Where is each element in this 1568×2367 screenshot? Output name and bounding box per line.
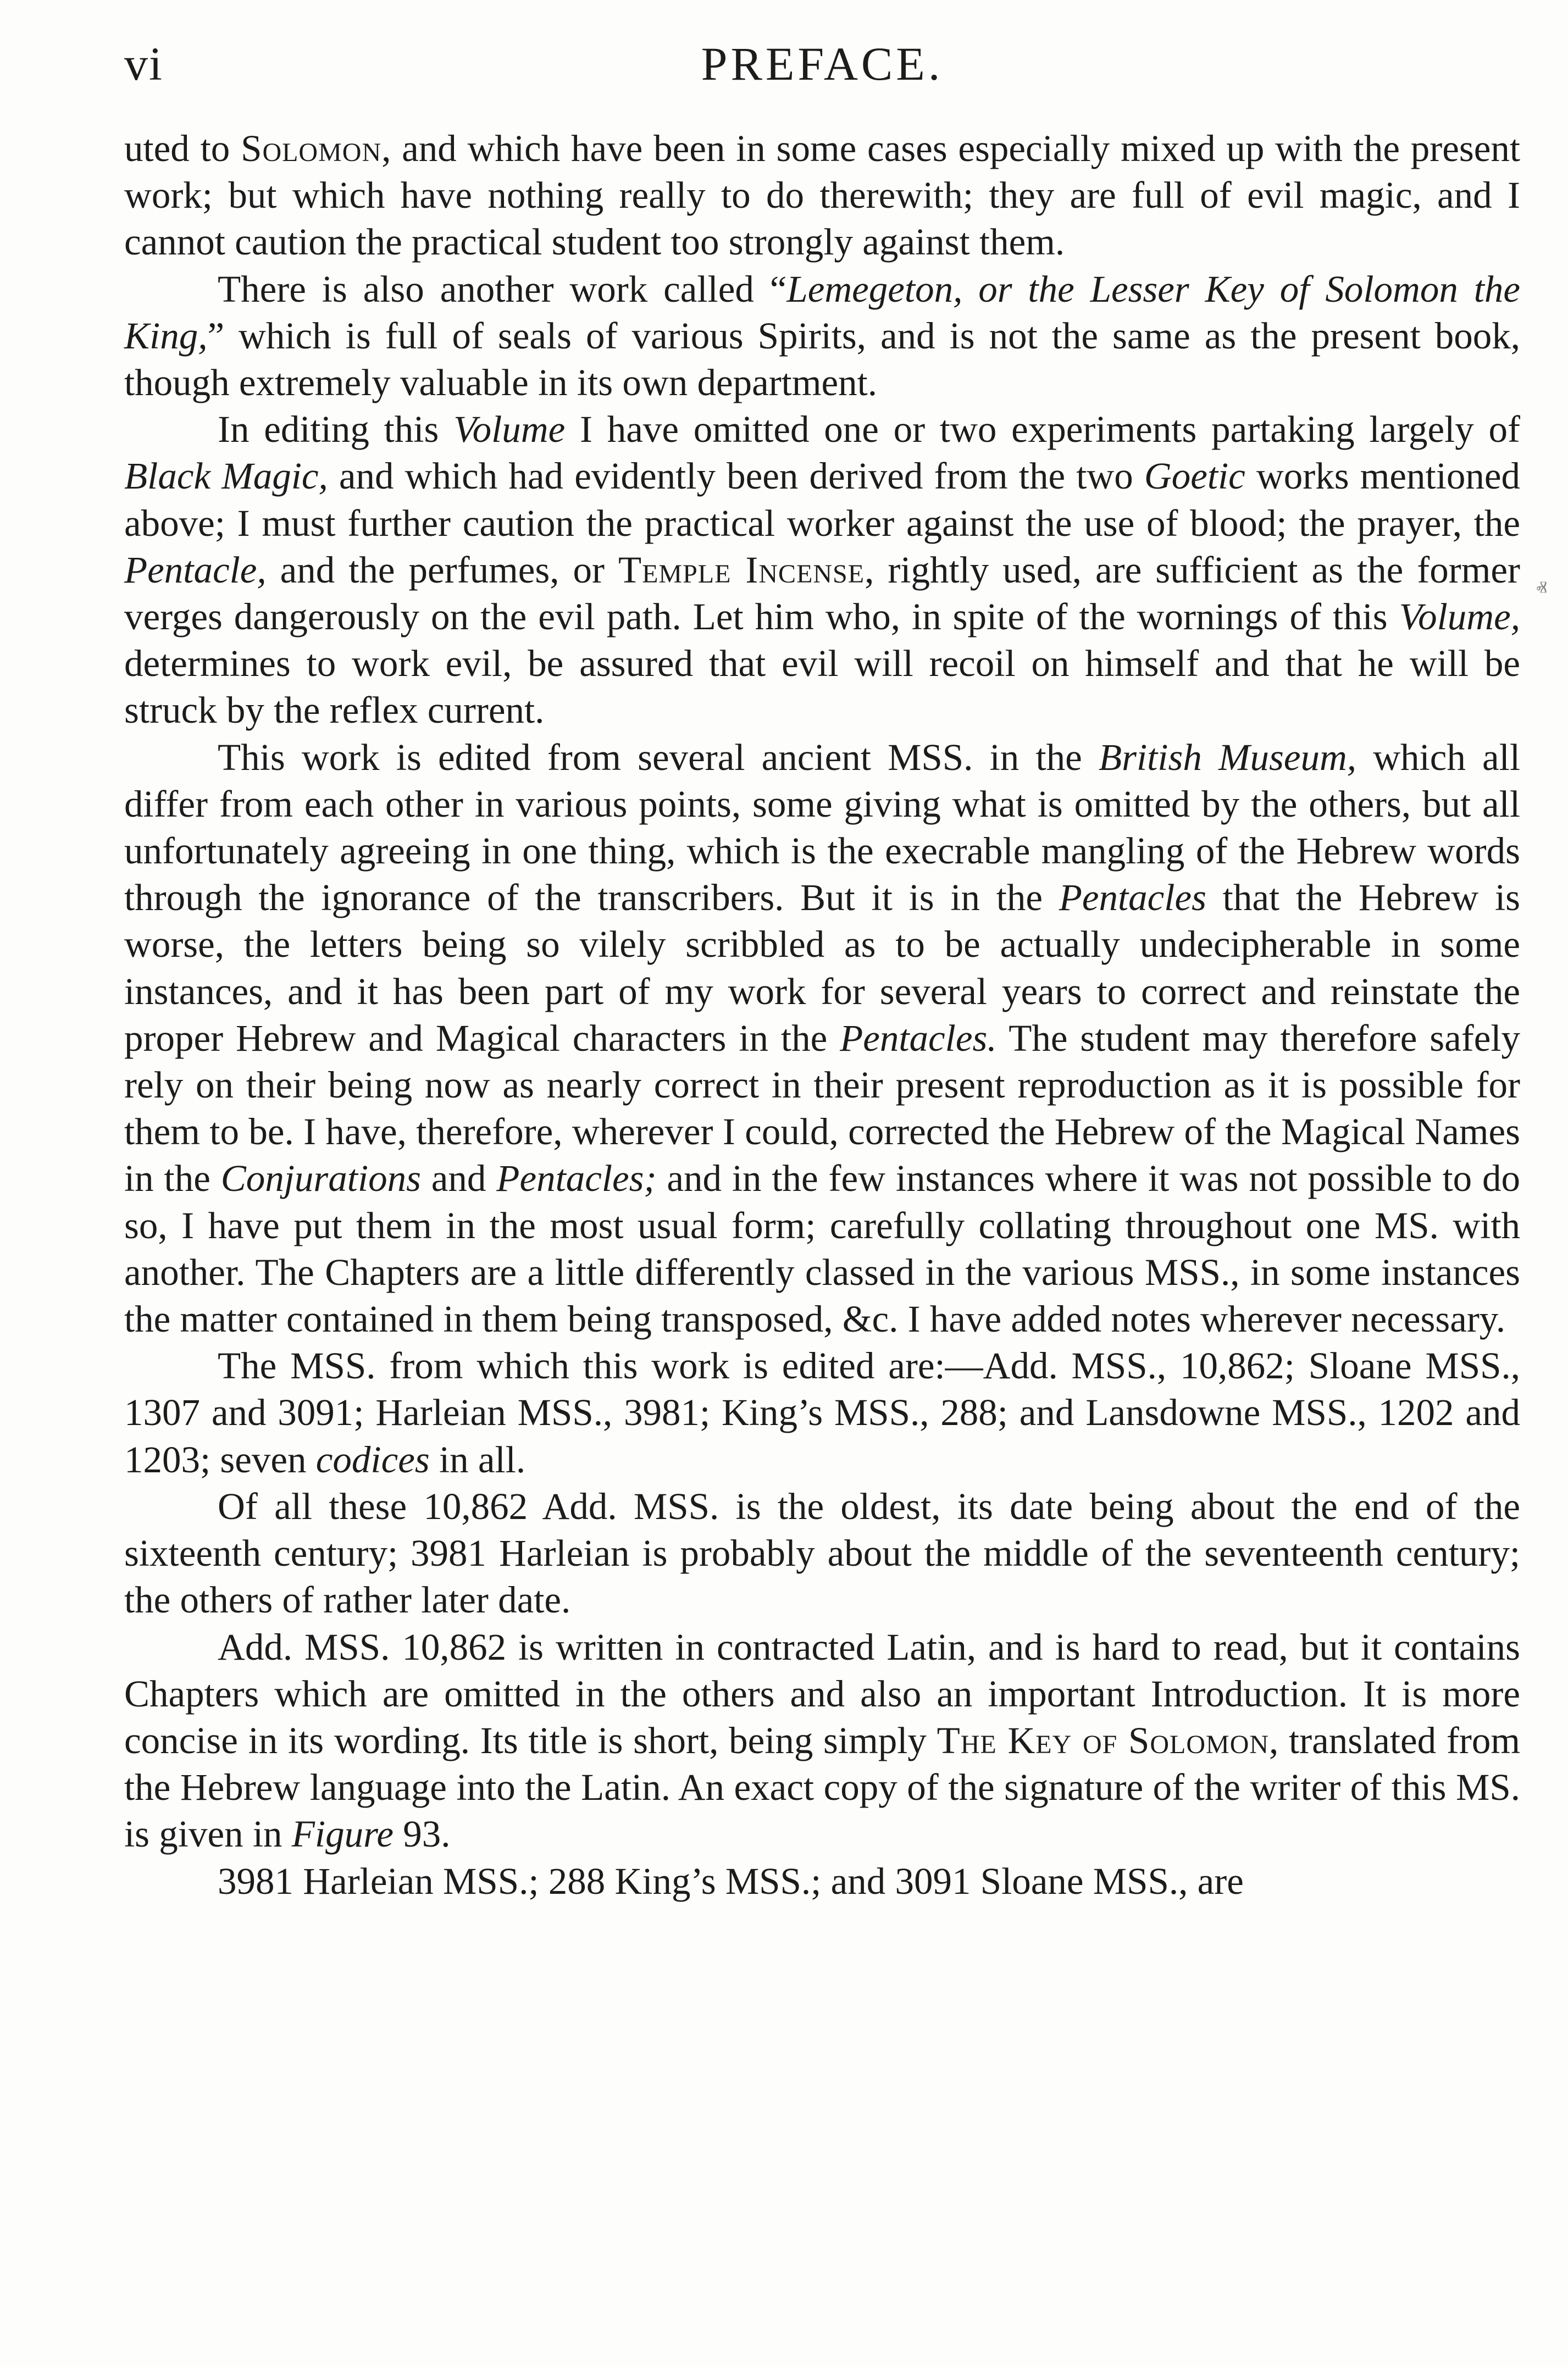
page-header: [124, 36, 1520, 97]
italic-text: British Museum,: [1098, 736, 1357, 778]
stray-mark: ⱏ: [1536, 576, 1547, 601]
text-run: in all.: [429, 1438, 526, 1481]
text-run: This work is edited from several ancient MSS. in the: [218, 736, 1099, 778]
paragraph: [124, 406, 1520, 734]
text-run: In editing this: [218, 408, 454, 451]
small-caps-text: Temple Incense: [618, 548, 865, 591]
text-run: and the perfumes, or: [266, 548, 618, 591]
text-run: works mentioned above; I must further caution the practical worker against the use of blood; the prayer, the: [124, 455, 1521, 544]
text-run: 3981 Harleian MSS.; 288 King’s MSS.; and 3091 Sloane MSS., are: [218, 1860, 1244, 1902]
italic-text: codices: [315, 1438, 430, 1481]
italic-text: Pentacle,: [124, 548, 267, 591]
text-run: which all differ from each other in various points, some giving what is omitted by the others, but all unfortunately agreeing in one thing, which is the execrable mangling of the Hebrew words through the ignorance of the transcribers. But it is in the: [124, 736, 1521, 919]
running-head: PREFACE.: [701, 37, 944, 90]
text-run: , rightly used, are sufficient as the former verges dangerously on the evil path. Let him who, in spite of the wornings of this: [124, 548, 1520, 638]
text-run: ” which is full of seals of various Spirits, and is not the same as the present book, though extremely valuable in its own department.: [124, 314, 1520, 404]
paragraph: [124, 1624, 1520, 1858]
text-run: and in the few instances where it was not possible to do so, I have put them in the most usual form; carefully collating throughout one MS. with another. The Chapters are a little differently classed in the various MSS., in some instances the matter contained in them being transposed, &c. I have added notes wherever necessary.: [124, 1157, 1520, 1340]
italic-text: Lemegeton, or the Lesser Key of Solomon the King,: [124, 268, 1520, 357]
italic-text: Goetic: [1144, 455, 1245, 497]
italic-text: Black Magic,: [124, 455, 328, 497]
italic-text: Volume,: [1399, 596, 1520, 638]
text-run: , translated from the Hebrew language into the Latin. An exact copy of the signature of the writer of this MS. is given in: [124, 1719, 1521, 1855]
text-run: Add. MSS. 10,862 is written in contracted Latin, and is hard to read, but it contains Chapters which are omitted in the others and also an important Introduction. It is more concise in its wording. Its title is short, being simply: [124, 1626, 1520, 1761]
text-run: , and which have been in some cases especially mixed up with the present work; but which have nothing really to do therewith; they are full of evil magic, and I cannot caution the practical student too strongly against them.: [124, 128, 1521, 263]
text-run: and: [420, 1157, 497, 1200]
paragraph: [124, 266, 1520, 407]
paragraph: [124, 1858, 1520, 1905]
italic-text: Pentacles: [1059, 877, 1206, 919]
text-run: There is also another work called “: [218, 268, 787, 310]
paragraph: [124, 125, 1520, 266]
text-run: uted to: [124, 128, 241, 169]
italic-text: Figure: [291, 1813, 394, 1855]
text-run: Of all these 10,862 Add. MSS. is the oldest, its date being about the end of the sixteenth century; 3981 Harleian is probably about the middle of the seventeenth century; the others of rather later date.: [124, 1485, 1520, 1621]
text-run: determines to work evil, be assured that evil will recoil on himself and that he will be struck by the reflex current.: [124, 642, 1520, 731]
italic-text: Pentacles.: [840, 1017, 997, 1059]
text-run: The MSS. from which this work is edited are:—Add. MSS., 10,862; Sloane MSS., 1307 and 3091; Harleian MSS., 3981; King’s MSS., 288; and Lansdowne MSS., 1202 and 1203; seven: [124, 1345, 1520, 1481]
text-run: and which had evidently been derived from the two: [328, 455, 1144, 497]
paragraph: [124, 734, 1520, 1343]
small-caps-text: The Key of Solomon: [937, 1719, 1270, 1761]
small-caps-text: Solomon: [241, 128, 382, 169]
text-run: I have omitted one or two experiments partaking largely of: [565, 408, 1520, 451]
italic-text: Conjurations: [220, 1157, 421, 1200]
paragraph: [124, 1343, 1520, 1483]
body-text: [124, 125, 1520, 1905]
text-run: The student may therefore safely rely on their being now as nearly correct in their present reproduction as it is possible for them to be. I have, therefore, wherever I could, corrected the Hebrew of the Magical Names in the: [124, 1017, 1521, 1200]
page-number: vi: [124, 37, 163, 90]
text-run: that the Hebrew is worse, the letters being so vilely scribbled as to be actually undecipherable in some instances, and it has been part of my work for several years to correct and reinstate the proper Hebrew and Magical characters in the: [124, 877, 1520, 1059]
italic-text: Pentacles;: [496, 1157, 657, 1200]
paragraph: [124, 1483, 1520, 1624]
italic-text: Volume: [453, 408, 566, 451]
text-run: 93.: [394, 1813, 451, 1855]
